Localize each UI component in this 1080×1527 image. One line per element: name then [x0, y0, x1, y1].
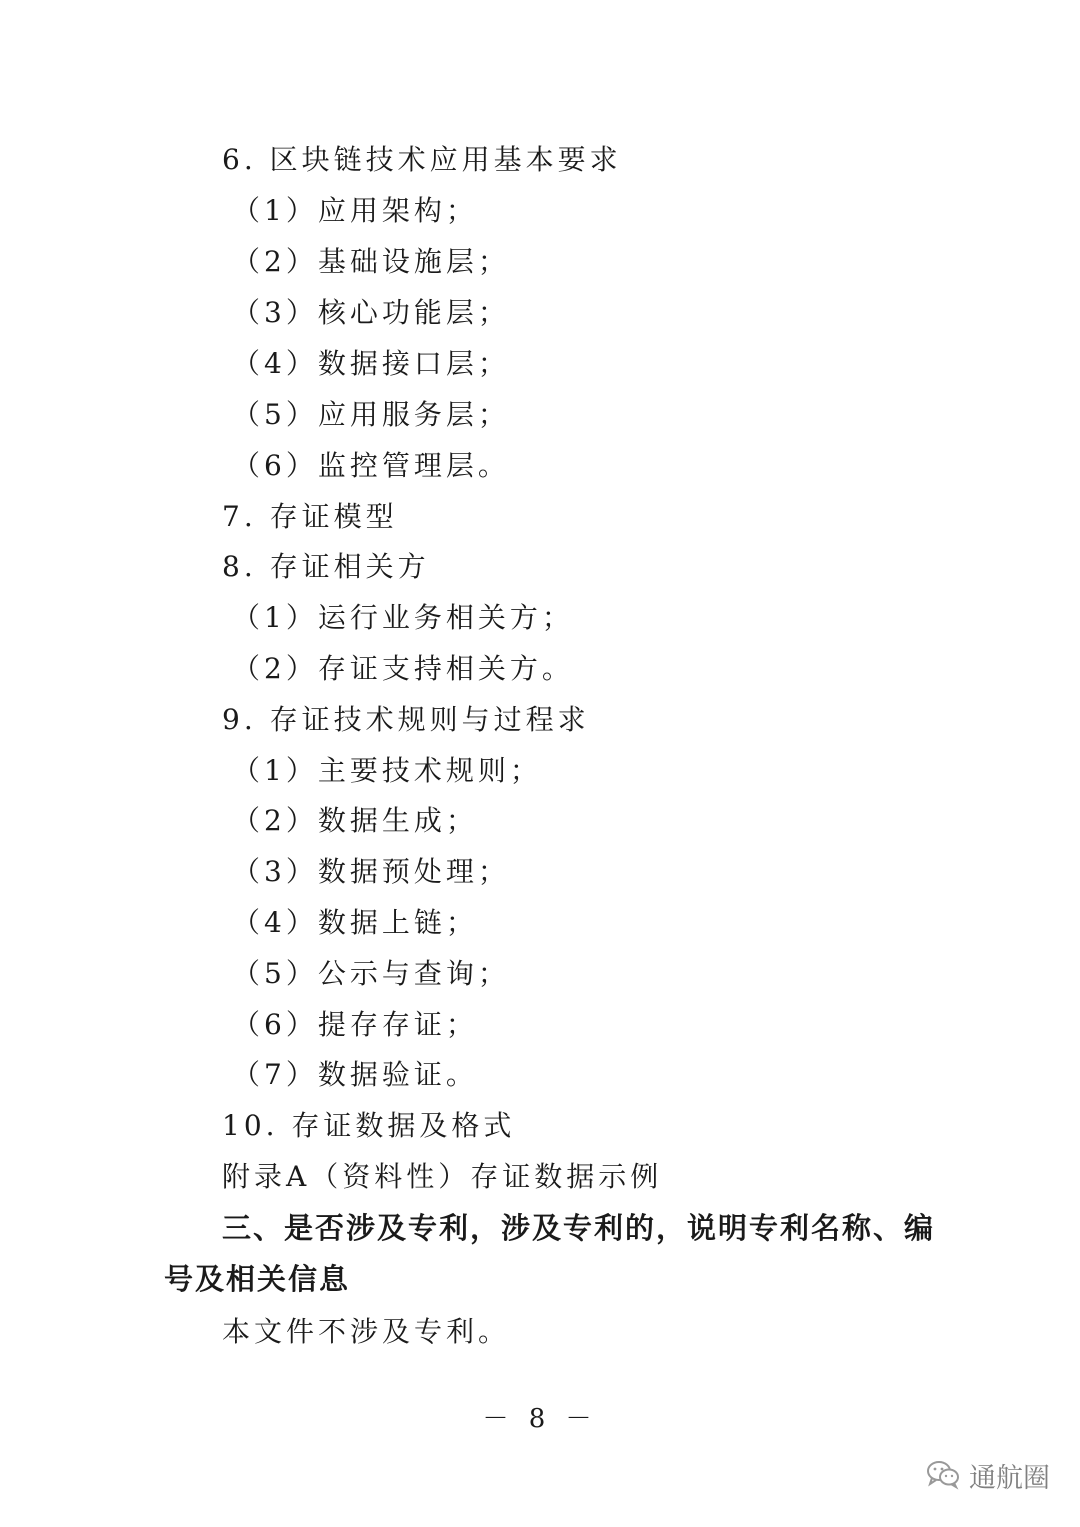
section-item: （1）运行业务相关方；: [232, 601, 574, 634]
section-item: （2）数据生成；: [232, 804, 478, 837]
section-item: （1）主要技术规则；: [232, 754, 542, 787]
body-text: 本文件不涉及专利。: [222, 1315, 511, 1348]
section-item: 8. 存证相关方: [222, 550, 430, 583]
section-item: （6）提存存证；: [232, 1008, 478, 1041]
section-item: （5）公示与查询；: [232, 957, 510, 990]
section-item: （2）基础设施层；: [232, 245, 510, 278]
section-item: （6）监控管理层。: [232, 449, 510, 482]
section-heading: 三、是否涉及专利，涉及专利的，说明专利名称、编: [222, 1211, 936, 1245]
wechat-icon: [925, 1458, 961, 1494]
section-item: 9. 存证技术规则与过程求: [222, 703, 590, 736]
section-item: 6. 区块链技术应用基本要求: [222, 143, 622, 176]
section-item: 附录A（资料性）存证数据示例: [222, 1160, 663, 1193]
section-item: （7）数据验证。: [232, 1058, 478, 1091]
section-item: （4）数据上链；: [232, 906, 478, 939]
watermark-text: 通航圈: [969, 1463, 1050, 1494]
watermark: [925, 1456, 1050, 1495]
section-item: （2）存证支持相关方。: [232, 652, 574, 685]
section-item: （4）数据接口层；: [232, 347, 510, 380]
section-item: 10. 存证数据及格式: [222, 1109, 516, 1142]
section-item: （1）应用架构；: [232, 194, 478, 227]
section-item: （3）核心功能层；: [232, 296, 510, 329]
page-number: － 8 －: [482, 1404, 598, 1434]
section-item: 7. 存证模型: [222, 500, 398, 533]
section-item: （3）数据预处理；: [232, 855, 510, 888]
section-heading-continued: 号及相关信息: [164, 1262, 351, 1296]
section-item: （5）应用服务层；: [232, 398, 510, 431]
